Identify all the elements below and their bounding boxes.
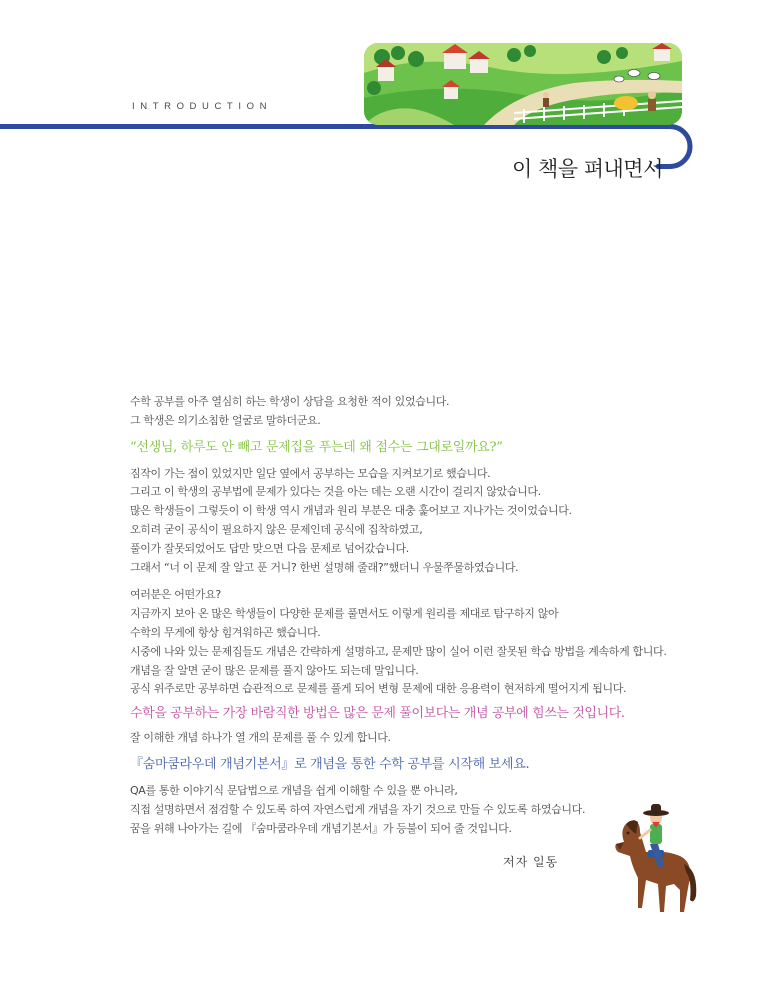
text-line: QA를 통한 이야기식 문답법으로 개념을 쉽게 이해할 수 있을 뿐 아니라, — [130, 783, 458, 797]
text-line: 꿈을 위해 나아가는 길에 『숨마쿰라우데 개념기본서』가 등불이 되어 줄 것입니다. — [130, 821, 512, 835]
text-line: 풀이가 잘못되었어도 답만 맞으면 다음 문제로 넘어갔습니다. — [130, 541, 409, 555]
section-label: INTRODUCTION — [132, 101, 273, 112]
author-signature: 저자 일동 — [503, 855, 559, 869]
text-line: 잘 이해한 개념 하나가 열 개의 문제를 풀 수 있게 합니다. — [130, 731, 391, 745]
introduction-body — [130, 393, 690, 838]
text-line: 수학 공부를 아주 열심히 하는 학생이 상담을 요청한 적이 있었습니다. — [130, 395, 450, 408]
text-line: 직접 설명하면서 점검할 수 있도록 하여 자연스럽게 개념을 자기 것으로 만들 수 있도록 하였습니다. — [130, 802, 586, 816]
text-line: 그 학생은 의기소침한 얼굴로 말하더군요. — [130, 413, 321, 427]
paragraph-question — [130, 586, 690, 699]
text-line: 수학의 무게에 항상 힘겨워하곤 했습니다. — [130, 625, 321, 639]
text-line: 공식 위주로만 공부하면 습관적으로 문제를 풀게 되어 변형 문제에 대한 응용력이 현저하게 떨어지게 됩니다. — [130, 682, 627, 696]
text-line: 오히려 굳이 공식이 필요하지 않은 문제인데 공식에 집착하였고, — [130, 522, 423, 536]
text-line: 그리고 이 학생의 공부법에 문제가 있다는 것을 아는 데는 오랜 시간이 걸리지 않았습니다. — [130, 485, 541, 499]
text-line: 지금까지 보아 온 많은 학생들이 다양한 문제를 풀면서도 이렇게 원리를 제대로 탐구하지 않아 — [130, 607, 559, 621]
student-quote: “선생님, 하루도 안 빼고 문제집을 푸는데 왜 점수는 그대로일까요?” — [130, 439, 503, 455]
text-line: 그래서 “너 이 문제 잘 알고 푼 거니? 한번 설명해 줄래?”했더니 우물쭈물하였습니다. — [130, 560, 519, 574]
text-line: 여러분은 어떤가요? — [130, 588, 221, 602]
text-line: 시중에 나와 있는 문제집들도 개념은 간략하게 설명하고, 문제만 많이 실어 이런 잘못된 학습 방법을 계속하게 합니다. — [130, 644, 667, 658]
text-line: 짐작이 가는 점이 있었지만 일단 옆에서 공부하는 모습을 지켜보기로 했습니다. — [130, 466, 491, 480]
paragraph-concept — [130, 729, 690, 748]
book-recommendation: 『숨마쿰라우데 개념기본서』로 개념을 통한 수학 공부를 시작해 보세요. — [130, 756, 530, 772]
paragraph-opening — [130, 393, 690, 431]
farm-village-illustration — [364, 43, 682, 125]
horse-rider-illustration — [606, 800, 701, 920]
paragraph-observation — [130, 465, 690, 578]
text-line: 개념을 잘 알면 굳이 많은 문제를 풀지 않아도 되는데 말입니다. — [130, 663, 419, 677]
text-line: 많은 학생들이 그렇듯이 이 학생 역시 개념과 원리 부분은 대충 훑어보고 지나가는 것이었습니다. — [130, 504, 572, 518]
page-title: 이 책을 펴내면서 — [512, 157, 663, 181]
key-message: 수학을 공부하는 가장 바람직한 방법은 많은 문제 풀이보다는 개념 공부에 힘쓰는 것입니다. — [130, 706, 625, 722]
